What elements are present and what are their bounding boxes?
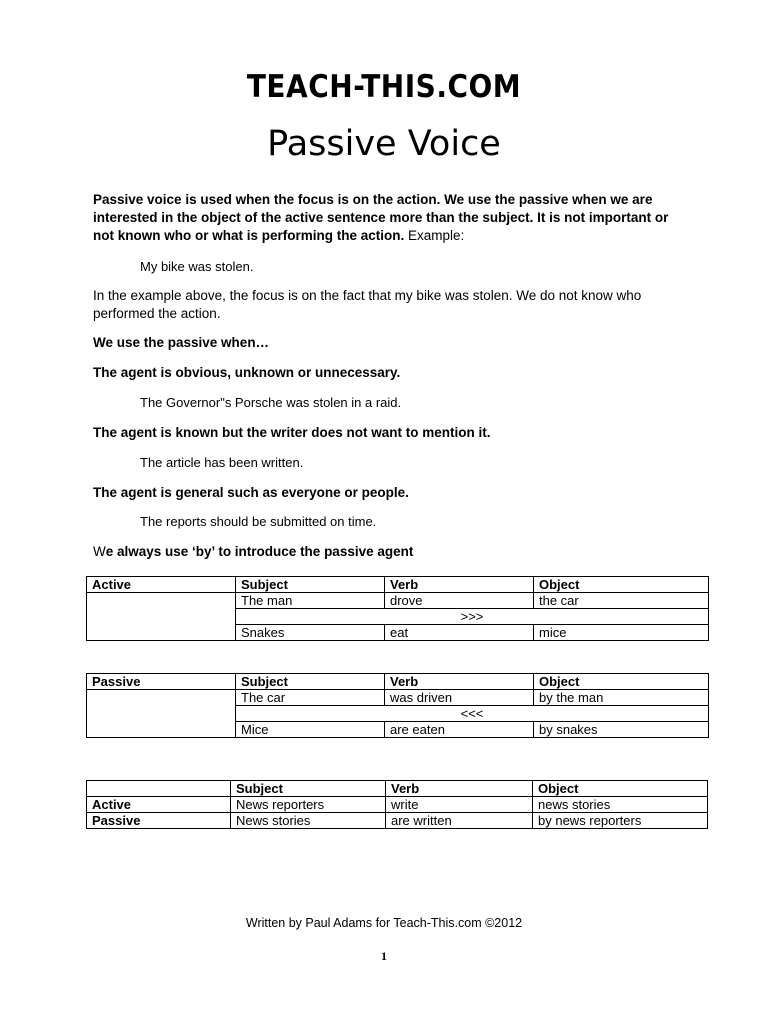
rule-2-heading: The agent is known but the writer does not want to mention it.	[93, 425, 491, 440]
table-row	[87, 674, 709, 690]
subject-header: Subject	[231, 781, 386, 797]
verb-cell: eat	[385, 625, 534, 641]
arrow-cell: <<<	[236, 706, 709, 722]
use-heading: We use the passive when…	[93, 335, 270, 350]
by-heading-first-letter: W	[93, 544, 106, 559]
empty-cell	[87, 690, 236, 738]
page-title: Passive Voice	[267, 124, 501, 164]
active-label: Active	[87, 797, 231, 813]
verb-header: Verb	[386, 781, 533, 797]
table-row	[87, 813, 708, 829]
subject-cell: The car	[236, 690, 385, 706]
comparison-table	[86, 780, 708, 829]
subject-header: Subject	[236, 674, 385, 690]
subject-cell: News reporters	[231, 797, 386, 813]
empty-cell	[87, 781, 231, 797]
passive-label: Passive	[87, 813, 231, 829]
subject-cell: The man	[236, 593, 385, 609]
rule-1-heading: The agent is obvious, unknown or unnecessary.	[93, 365, 401, 380]
active-label: Active	[87, 577, 236, 593]
intro-tail: Example:	[404, 228, 465, 243]
explanation-paragraph: In the example above, the focus is on the fact that my bike was stolen. We do not know who performed the action.	[93, 288, 642, 321]
object-cell: by news reporters	[533, 813, 708, 829]
table-row	[87, 781, 708, 797]
verb-cell: are eaten	[385, 722, 534, 738]
rule-1-example: The Governor"s Porsche was stolen in a raid.	[140, 395, 402, 410]
subject-header: Subject	[236, 577, 385, 593]
object-cell: news stories	[533, 797, 708, 813]
example-sentence-1: My bike was stolen.	[140, 259, 254, 274]
table-row	[87, 593, 709, 609]
object-header: Object	[534, 674, 709, 690]
verb-cell: drove	[385, 593, 534, 609]
site-logo: TEACH-THIS.COM	[246, 68, 522, 105]
table-row	[87, 797, 708, 813]
verb-cell: was driven	[385, 690, 534, 706]
footer-credit: Written by Paul Adams for Teach-This.com ©2012	[245, 916, 523, 930]
verb-cell: write	[386, 797, 533, 813]
object-header: Object	[533, 781, 708, 797]
intro-bold-text: Passive voice is used when the focus is on the action. We use the passive when we are interested in the object of the active sentence more than the subject. It is not important or not known who or what is performing the action.	[93, 192, 669, 243]
by-agent-heading	[93, 543, 683, 561]
object-cell: by snakes	[534, 722, 709, 738]
intro-paragraph	[93, 191, 683, 245]
subject-cell: Snakes	[236, 625, 385, 641]
object-cell: mice	[534, 625, 709, 641]
verb-header: Verb	[385, 577, 534, 593]
table-row	[87, 690, 709, 706]
object-cell: the car	[534, 593, 709, 609]
passive-table	[86, 673, 709, 738]
table-row	[87, 577, 709, 593]
subject-cell: Mice	[236, 722, 385, 738]
rule-3-heading: The agent is general such as everyone or people.	[93, 485, 409, 500]
rule-3-example: The reports should be submitted on time.	[140, 514, 377, 529]
passive-label: Passive	[87, 674, 236, 690]
active-table	[86, 576, 709, 641]
empty-cell	[87, 593, 236, 641]
by-heading-rest: e always use ‘by’ to introduce the passive agent	[105, 544, 414, 559]
object-header: Object	[534, 577, 709, 593]
page-number: 1	[381, 949, 387, 963]
subject-cell: News stories	[231, 813, 386, 829]
rule-2-example: The article has been written.	[140, 455, 304, 470]
verb-cell: are written	[386, 813, 533, 829]
arrow-cell: >>>	[236, 609, 709, 625]
verb-header: Verb	[385, 674, 534, 690]
object-cell: by the man	[534, 690, 709, 706]
